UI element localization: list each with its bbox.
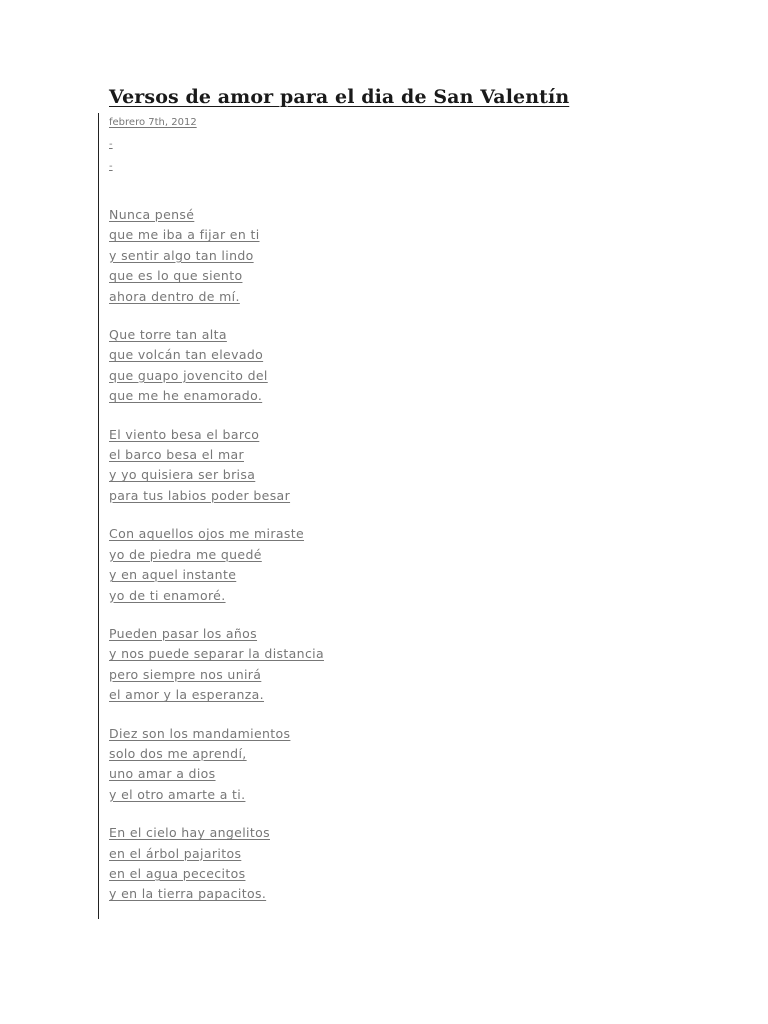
verse-line[interactable]: y en aquel instante bbox=[109, 567, 237, 583]
verse-line[interactable]: solo dos me aprendí, bbox=[109, 745, 247, 761]
verse-line[interactable]: el amor y la esperanza. bbox=[109, 687, 265, 703]
dash-link[interactable]: - bbox=[109, 161, 113, 172]
verse-line[interactable]: que es lo que siento bbox=[109, 268, 243, 284]
stanza bbox=[109, 325, 729, 407]
stanza bbox=[109, 524, 729, 606]
verse-line[interactable]: y el otro amarte a ti. bbox=[109, 786, 246, 802]
verse-line[interactable]: En el cielo hay angelitos bbox=[109, 825, 270, 841]
verse-line[interactable]: uno amar a dios bbox=[109, 766, 216, 782]
verse-line[interactable]: en el agua pececitos bbox=[109, 865, 246, 881]
verse-line[interactable]: Nunca pensé bbox=[109, 207, 195, 222]
verse-line[interactable]: para tus labios poder besar bbox=[109, 487, 291, 503]
verse-line[interactable]: que guapo jovencito del bbox=[109, 367, 268, 383]
verse-line[interactable]: El viento besa el barco bbox=[109, 426, 260, 442]
verse-line[interactable]: y en la tierra papacitos. bbox=[109, 886, 267, 902]
verse-line[interactable]: Pueden pasar los años bbox=[109, 625, 258, 641]
verse-line[interactable]: que me iba a fijar en ti bbox=[109, 227, 260, 243]
dash-link[interactable]: - bbox=[109, 139, 113, 150]
verse-line[interactable]: Diez son los mandamientos bbox=[109, 725, 291, 741]
verse-line[interactable]: yo de ti enamoré. bbox=[109, 587, 226, 603]
stanza bbox=[109, 425, 729, 507]
verse-line[interactable]: yo de piedra me quedé bbox=[109, 546, 262, 562]
verse-line[interactable]: que me he enamorado. bbox=[109, 388, 263, 404]
verse-line[interactable]: y sentir algo tan lindo bbox=[109, 247, 254, 263]
poem bbox=[109, 205, 729, 905]
verse-line[interactable]: el barco besa el mar bbox=[109, 447, 244, 463]
verse-line[interactable]: ahora dentro de mí. bbox=[109, 288, 240, 304]
stanza bbox=[109, 624, 729, 706]
post-title[interactable]: Versos de amor para el dia de San Valentín bbox=[109, 86, 570, 108]
verse-line[interactable]: y yo quisiera ser brisa bbox=[109, 467, 256, 483]
stanza bbox=[109, 823, 729, 905]
verse-line[interactable]: Que torre tan alta bbox=[109, 327, 227, 343]
verse-line[interactable]: y nos puede separar la distancia bbox=[109, 646, 324, 662]
verse-line[interactable]: pero siempre nos unirá bbox=[109, 666, 262, 682]
verse-line[interactable]: en el árbol pajaritos bbox=[109, 845, 242, 861]
stanza bbox=[109, 724, 729, 806]
post-content bbox=[109, 84, 729, 923]
left-border-rule bbox=[98, 113, 99, 919]
verse-line[interactable]: que volcán tan elevado bbox=[109, 347, 264, 363]
verse-line[interactable]: Con aquellos ojos me miraste bbox=[109, 526, 305, 542]
stanza bbox=[109, 205, 729, 307]
post-date-link[interactable]: febrero 7th, 2012 bbox=[109, 117, 197, 128]
